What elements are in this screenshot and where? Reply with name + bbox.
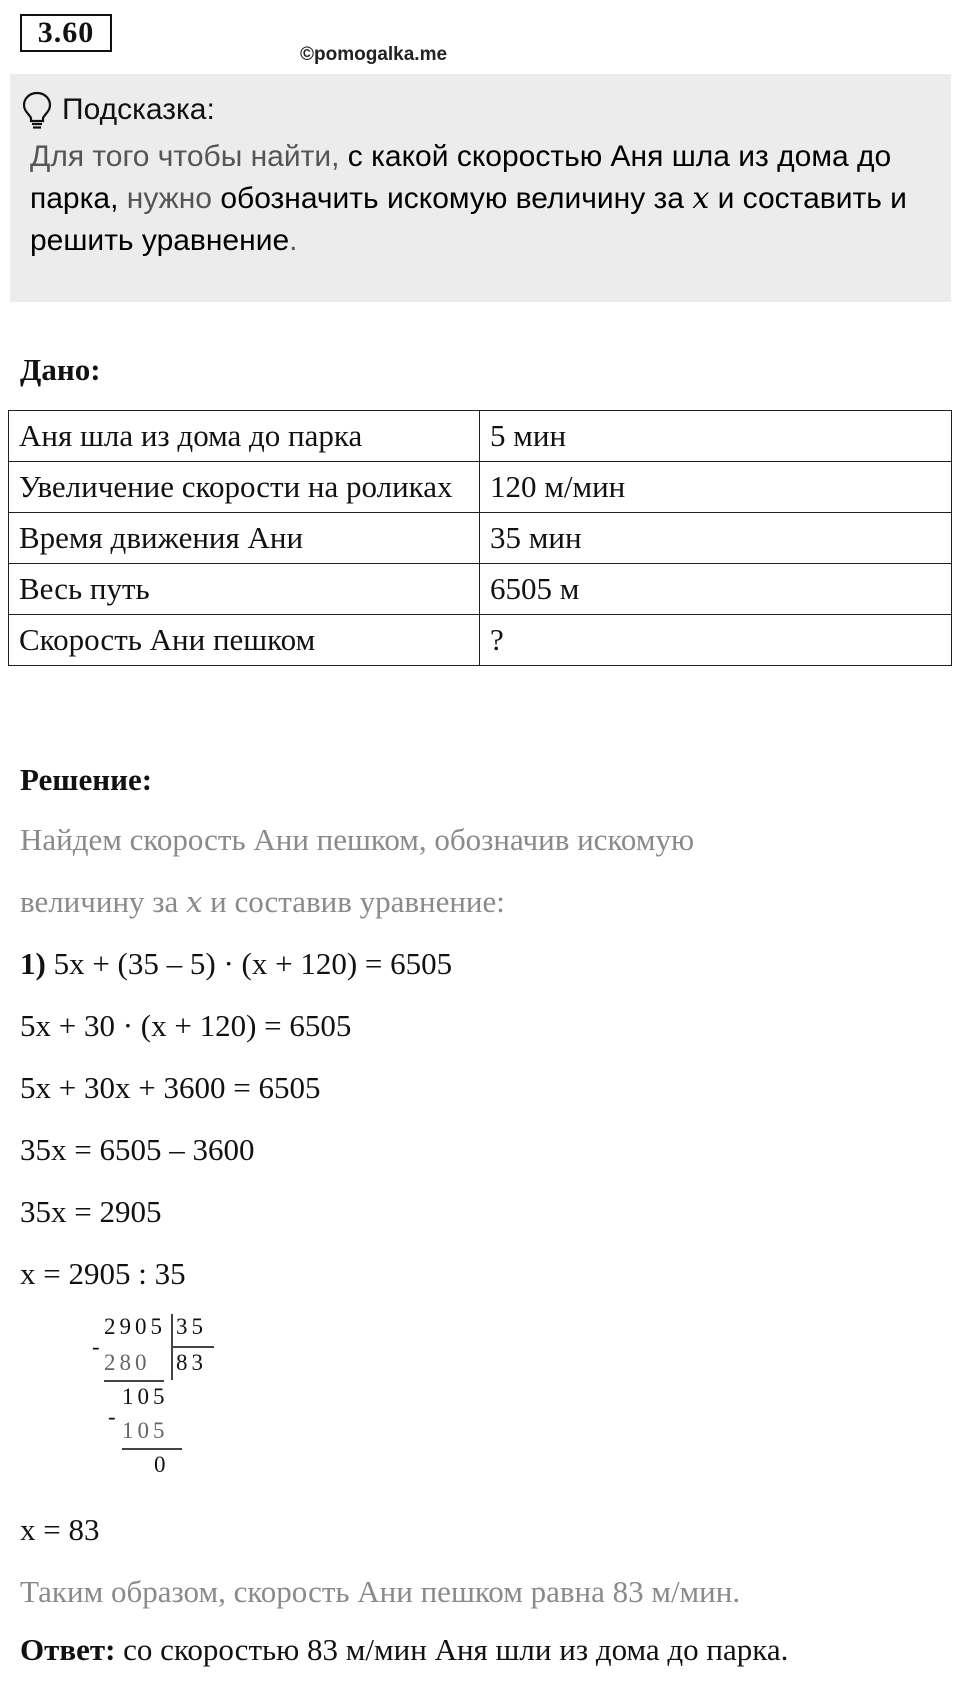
hint-box [10, 74, 951, 302]
given-table [8, 410, 952, 666]
table-cell-value: 5 мин [480, 411, 952, 462]
equation-4: 35x = 6505 – 3600 [20, 1132, 255, 1167]
answer-label: Ответ: [20, 1632, 116, 1667]
equation-2: 5x + 30 · (x + 120) = 6505 [20, 1008, 352, 1043]
equation-7: x = 83 [20, 1512, 100, 1547]
equation-1: 1) 5x + (35 – 5) · (x + 120) = 6505 [20, 946, 453, 981]
solution-intro-line-1: Найдем скорость Ани пешком, обозначив искомую [20, 822, 695, 857]
minus-sign: - [92, 1334, 104, 1359]
table-cell-label: Скорость Ани пешком [9, 615, 480, 666]
table-cell-label: Время движения Ани [9, 513, 480, 564]
subtrahend-1: 280 [104, 1350, 151, 1375]
hint-header [20, 84, 941, 136]
table-cell-value: 35 мин [480, 513, 952, 564]
equation-3: 5x + 30x + 3600 = 6505 [20, 1070, 321, 1105]
remainder-2: 0 [154, 1452, 170, 1477]
table-cell-label: Весь путь [9, 564, 480, 615]
dividend: 2905 [104, 1314, 166, 1339]
table-row [9, 411, 952, 462]
solution-title: Решение: [20, 762, 153, 797]
subtrahend-2: 105 [122, 1418, 169, 1443]
table-cell-value: ? [480, 615, 952, 666]
remainder-1: 105 [122, 1384, 169, 1409]
table-cell-label: Аня шла из дома до парка [9, 411, 480, 462]
table-row [9, 513, 952, 564]
equation-5: 35x = 2905 [20, 1194, 162, 1229]
task-number: 3.60 [20, 14, 112, 52]
given-title: Дано: [20, 352, 101, 387]
table-cell-value: 6505 м [480, 564, 952, 615]
solution-intro-line-2: величину за x и составив уравнение: [20, 884, 505, 919]
minus-sign: - [108, 1404, 120, 1429]
table-cell-label: Увеличение скорости на роликах [9, 462, 480, 513]
hint-title: Подсказка: [62, 93, 215, 126]
table-row [9, 564, 952, 615]
table-row [9, 462, 952, 513]
step-label: 1) [20, 946, 46, 981]
table-row [9, 615, 952, 666]
conclusion: Таким образом, скорость Ани пешком равна 83 м/мин. [20, 1574, 741, 1609]
equation-6: x = 2905 : 35 [20, 1256, 186, 1291]
quotient: 83 [176, 1350, 207, 1375]
table-cell-value: 120 м/мин [480, 462, 952, 513]
long-division [90, 1310, 230, 1486]
watermark: ©pomogalka.me [300, 44, 448, 65]
hint-text: Для того чтобы найти, с какой скоростью Аня шла из дома до парка, нужно обозначить искомую величину за x и составить и решить уравнение. [30, 140, 907, 257]
answer: Ответ: со скоростью 83 м/мин Аня шли из дома до парка. [20, 1632, 789, 1667]
lightbulb-icon [20, 90, 54, 130]
divisor: 35 [176, 1314, 207, 1339]
